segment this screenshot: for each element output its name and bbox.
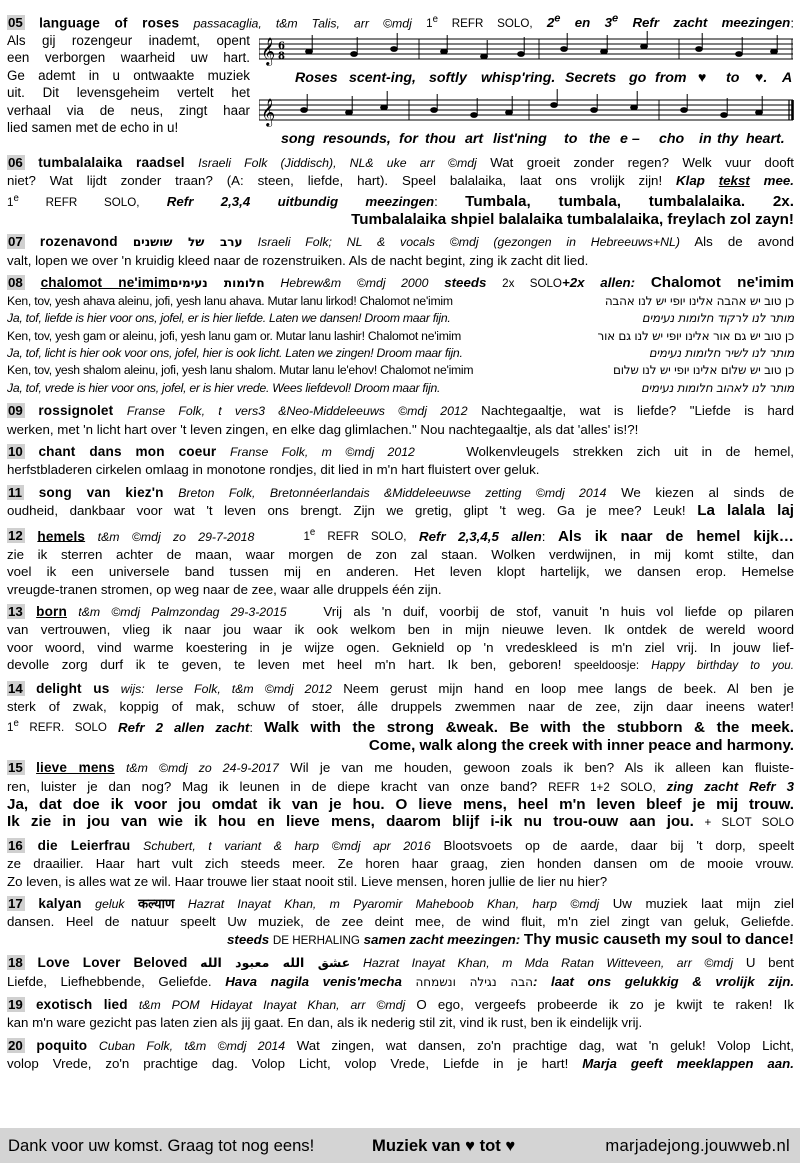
superscript: e <box>611 13 619 25</box>
entry-source: Israeli Folk (Jiddisch), NL& uke arr ©mdj <box>198 156 477 170</box>
lyric-word: in <box>699 131 712 147</box>
instruction: steeds <box>444 275 487 291</box>
lyric-word: Secrets <box>565 70 617 86</box>
entry-source: t&m ©mdj zo 24-9-2017 <box>126 761 279 776</box>
hebrew-line: מותר לנו לשיר חלומות נעימים <box>648 345 794 360</box>
text-line: Nachtegaaltje, wat is liefde? "Liefde is hard <box>481 403 795 419</box>
footer-bar <box>0 1128 800 1163</box>
superscript: e <box>13 718 19 730</box>
instruction: +2x allen: <box>561 275 636 291</box>
footer-website-link[interactable]: marjadejong.jouwweb.nl <box>605 1136 790 1155</box>
entry-title: poquito <box>36 1037 88 1053</box>
text-line: Wat zingen, wat dansen, zo'n prachtige dag, wat 'n geluk! Volop Licht, <box>296 1037 794 1053</box>
slot-solo: + SLOT SOLO <box>704 816 794 830</box>
refrain-text: Als ik naar de hemel kijk… <box>557 527 794 545</box>
text-line: oudheid, dankbaar voor wat 't leven ons brengt. Zijn we gretig, glipt 't weg. Ga je mee? Leuk! <box>7 503 686 519</box>
time-signature-icon: 6 <box>278 41 285 52</box>
refr-number: 1 <box>426 17 433 31</box>
colon: : <box>434 193 438 209</box>
entry-number: 08 <box>8 275 23 291</box>
text-line: vreugde-tranen stromen, op weg naar de zee, waar alle druppels één zijn. <box>7 581 442 597</box>
translation-line: Ja, tof, licht is hier ook voor ons, jofel, hier is ook licht. Laten we zingen! Droom maar fijn. <box>7 345 463 360</box>
text-line: uit. Dit levensgeheim vertelt het <box>7 85 250 101</box>
refrain-text: Come, walk along the creek with inner peace and harmony. <box>368 736 794 754</box>
entry-source: t&m POM Hidayat Inayat Khan, arr ©mdj <box>138 998 406 1013</box>
entry-source: geluk <box>95 897 125 912</box>
refr-and: en 3 <box>574 15 612 31</box>
refr-number: 1 <box>7 721 14 735</box>
text-line: O ego, vergeefs probeerde ik zo je kwijt te raken! Ik <box>416 997 794 1013</box>
music-notation <box>259 29 794 149</box>
entry-title: rossignolet <box>38 403 114 419</box>
entry-number: 05 <box>8 15 23 31</box>
entry-source: Hazrat Inayat Khan, m Pyaromir Maheboob Khan, harp ©mdj <box>187 897 600 912</box>
refr-instruction: Refr 2 allen zacht <box>117 719 250 735</box>
lyric-word: for <box>399 131 418 147</box>
lyric-word: the <box>589 131 611 147</box>
entry-13 <box>7 603 794 675</box>
entry-source: Breton Folk, Bretonnéerlandais &Middeleeuwse zetting ©mdj 2014 <box>178 485 607 500</box>
text-line: herfstbladeren cirkelen omlaag in monotone rondjes, dit lied in m'n hart fluistert over geluk. <box>7 462 540 478</box>
entry-number: 20 <box>8 1037 23 1053</box>
text-line: Zo leven, is alles wat ze wil. Haar trouwe lier staat nooit stil. Lieve mensen, horen jullie de lier nu hier? <box>7 873 608 889</box>
entry-title: lieve mens <box>36 760 115 776</box>
arabic-title: عشق الله معبود الله <box>200 955 351 971</box>
lyric-word: scent-ing, <box>349 70 417 86</box>
program-page <box>7 11 794 1078</box>
entry-11 <box>7 484 794 520</box>
instruction: tekst <box>718 173 750 189</box>
entry-title: tumbalalaika raadsel <box>38 155 185 170</box>
entry-number: 13 <box>8 604 23 620</box>
lyric-word: heart. <box>746 131 785 147</box>
entry-12 <box>7 525 794 598</box>
treble-clef-icon: 𝄞 <box>261 98 276 126</box>
translation-line: Ja, tof, vrede is hier voor ons, jofel, er is hier vrede. Wees liefdevol! Droom maar fijn. <box>7 380 441 395</box>
lyrics-line: Ken, tov, yesh ahava aleinu, jofi, yesh lanu ahava. Mutar lanu lirkod! Chalomot ne'imim <box>7 293 453 308</box>
lyric-word: A <box>782 70 793 86</box>
colon: : <box>790 15 795 31</box>
footer-music: Muziek van ♥ tot ♥ <box>372 1136 516 1155</box>
lyric-word: to <box>726 70 740 86</box>
text-line: Vrij als 'n duif, voorbij de stof, vanuit 'n huis vol liefde op pilaren <box>323 604 794 620</box>
refrain-text: Tumbala, tumbala, tumbalalaika. 2x. <box>465 192 794 210</box>
footer-thanks: Dank voor uw komst. Graag tot nog eens! <box>8 1136 315 1155</box>
entry-source: passacaglia, t&m Talis, arr ©mdj <box>193 16 412 31</box>
superscript: e <box>554 13 561 25</box>
notes-row-2 <box>301 89 763 117</box>
refr-instruction: zing zacht Refr 3 <box>666 778 794 794</box>
entry-source: Schubert, t variant & harp ©mdj apr 2016 <box>143 838 431 853</box>
refrain-text: Ja, dat doe ik voor jou omdat ik van je hou. O lieve mens, heel m'n leven bleef je mij trouw. <box>7 795 794 813</box>
text-line: kan m'n ware gezicht pas laten zien als jij gaat. En dan, als ik nederig stil zit, vind ik rust, ben ik eindelijk vrij. <box>7 1015 643 1031</box>
text-line: valt, lopen we over 'n kruidig kleed naar de rozenstruiken. Als de nacht begint, zing ik zacht dit lied. <box>7 252 589 268</box>
entry-10 <box>7 443 794 479</box>
lyrics-table <box>7 293 794 397</box>
heart-icon: ♥ <box>698 70 707 86</box>
text-line: Ge ademt in u ontwaakte muziek <box>7 67 250 83</box>
entry-number: 19 <box>8 997 23 1013</box>
refr-solo: REFR 1+2 SOLO, <box>548 780 656 794</box>
hebrew-line: כן טוב יש שלום אלינו יופי יש לנו שלום <box>613 363 794 378</box>
text-line: ren, luister je dan nog? Mag ik leunen in de diepe kracht van onze band? <box>7 778 538 794</box>
entry-title: Love Lover Beloved <box>37 955 188 971</box>
entry-20 <box>7 1037 794 1073</box>
text-line: Als de avond <box>694 234 794 250</box>
hebrew-line: כן טוב יש גם אור אלינו יופי יש לנו גם אור <box>597 328 794 343</box>
refr-instruction: Refr zacht meezingen <box>632 15 791 31</box>
text-line: lied samen met de echo in u! <box>7 120 179 136</box>
refr-number: 2 <box>546 15 555 31</box>
lyric-word: from <box>655 70 687 86</box>
entry-05 <box>7 11 794 149</box>
lyric-word: resounds, <box>323 131 391 147</box>
entry-number: 14 <box>8 680 23 696</box>
superscript: e <box>309 527 316 539</box>
lyric-word: thou <box>425 131 456 147</box>
lyric-word: art <box>465 131 484 147</box>
text-line: volop Vrede, zo'n prachtige dag. Volop Licht, volop Vrede, Liefde in je hart! <box>7 1056 569 1072</box>
entry-source: t&m ©mdj Palmzondag 29-3-2015 <box>78 605 287 620</box>
text-line: Neem gerust mijn hand en loop mee langs de beek. Al ben je <box>343 680 795 696</box>
devanagari-title: कल्याण <box>138 897 175 913</box>
refr-solo: REFR. SOLO <box>29 721 107 735</box>
entry-number: 07 <box>8 234 23 250</box>
entry-title: rozenavond <box>39 234 118 250</box>
refr-solo: REFR SOLO, <box>327 530 407 544</box>
entry-title: exotisch lied <box>35 997 128 1013</box>
superscript: e <box>432 14 438 26</box>
lyric-word: whisp'ring. <box>481 70 556 86</box>
instruction: Hava nagila venis'mecha <box>225 973 402 989</box>
entry-source: Cuban Folk, t&m ©mdj 2014 <box>98 1038 286 1053</box>
entry-title: kalyan <box>38 896 82 912</box>
instruction: steeds <box>227 931 270 947</box>
text-line: Uw muziek laat mijn ziel <box>612 896 795 912</box>
text-line: devolle zorg durf ik te geven, te leven met heel m'n hart. Ik ben, geboren! <box>7 657 562 673</box>
hebrew-line: מותר לנו לאהוב חלומות נעימים <box>640 380 794 395</box>
entry-15 <box>7 759 794 832</box>
hebrew-line: כן טוב יש אהבה אלינו יופי יש לנו אהבה <box>604 293 794 308</box>
lyric-word: song <box>281 131 315 147</box>
text-line: verhaal via de neus, zingt haar <box>7 102 250 118</box>
lyric-word: Roses <box>295 70 338 86</box>
text-line: Wil je van me houden, gewoon zoals ik ben? Als ik alleen kan fluiste- <box>290 760 794 776</box>
refrain-text: Walk with the strong &weak. Be with the stubborn & the meek. <box>264 718 794 736</box>
refrain-text: Thy music causeth my soul to dance! <box>523 930 794 948</box>
lyric-word: to <box>564 131 578 147</box>
entry-number: 16 <box>8 837 23 853</box>
text-line: Liefde, Liefhebbende, Geliefde. <box>7 973 212 989</box>
extra-text: Happy birthday to you. <box>651 659 794 673</box>
entry-08 <box>7 274 794 397</box>
refrain-text: Tumbalalaika shpiel balalaika tumbalalaika, freylach zol zayn! <box>351 211 794 229</box>
text-line: niet? Wat lijdt zonder traan? (A: steen, liefde, hart). Speel balalaika, laat ons vrolijk zijn! <box>7 173 663 189</box>
entry-title: hemels <box>37 528 86 544</box>
lyric-word: softly <box>429 70 467 86</box>
colon: : <box>541 528 546 544</box>
entry-number: 12 <box>8 528 23 544</box>
entry-09 <box>7 402 794 438</box>
entry-06: 06 tumbalalaika raadsel Israeli Folk (Jiddisch), NL& uke arr ©mdj Wat groeit zonder regen? Welk vuur dooft niet? Wat lijdt zonder traan? (A: steen, liefde, hart). Speel balalaika, laat ons vrolijk zijn! Klap tekst mee. 1e REFR SOLO, Refr 2,3,4 uitbundig meezingen: Tumbala, tumbala, tumbalalaika. 2x. Tumbalalaika shpiel balalaika tumbalalaika, freylach zol zayn! <box>7 155 795 229</box>
entry-source: wijs: Ierse Folk, t&m ©mdj 2012 <box>120 681 332 696</box>
time-signature-icon: 8 <box>278 51 285 62</box>
entry-source: Hebrew&m ©mdj 2000 <box>280 276 429 291</box>
entry-number: 11 <box>8 484 23 500</box>
text-line: Wolkenvleugels strekken zich uit in de hemel, <box>466 443 794 459</box>
text-line: van vertrouwen, vlieg ik naar jou waar ik ook welkom ben in mijn nieuwe leven. Ik ontdek de wereld woord <box>7 622 794 638</box>
text-line: werken, met 'n licht hart over 't leven zingen, en elke dag glimlachen." Nou nachtegaaltje, als dat 'alles' is!?! <box>7 421 639 437</box>
entry-number: 06 <box>8 155 23 170</box>
entry-19 <box>7 996 794 1032</box>
refr-instruction: Refr 2,3,4,5 allen <box>419 528 542 544</box>
lyric-word: thy <box>717 131 739 147</box>
refr-number: 1 <box>303 530 310 544</box>
text-line: Als gij rozengeur inademt, opent <box>7 33 250 48</box>
text-line: ze draailier. Haar hart vult zich steeds meer. Ze horen haar graag, zien honden dansen om de mooie vrouw. <box>7 856 794 872</box>
lyric-word: e – <box>620 131 640 147</box>
entry-title: die Leierfrau <box>37 837 131 853</box>
refrain-text: Ik zie in jou van wie ik hou en lieve mens, daarom blijf i-ik nu trou-ouw aan jou. <box>7 813 694 831</box>
lyrics-line: Ken, tov, yesh gam or aleinu, jofi, yesh lanu gam or. Mutar lanu lashir! Chalomot ne'imim <box>7 328 462 343</box>
translation-line: Ja, tof, liefde is hier voor ons, jofel, er is hier liefde. Laten we dansen! Droom maar fijn. <box>7 311 451 326</box>
lyric-word: list'ning <box>493 131 547 147</box>
refr-solo: 2x SOLO <box>502 277 562 291</box>
text-line: We kiezen al sinds de <box>621 484 794 500</box>
entry-title: song van kiez'n <box>38 484 164 500</box>
entry-number: 10 <box>8 443 23 459</box>
entry-source: t&m ©mdj zo 29-7-2018 <box>97 529 255 544</box>
lyric-word: go <box>629 70 647 86</box>
lyric-word: cho <box>659 131 685 147</box>
hebrew-title: חלומות נעימים <box>170 276 265 291</box>
entry-title: born <box>36 604 67 620</box>
entry-18 <box>7 954 794 991</box>
text-line: een verborgen waarheid uw hart. <box>7 50 250 66</box>
text-line: sterk of zwak, koppig of mak, schuw of stoer, álle druppels zwemmen naar de zee, zijn daar ineens water! <box>7 699 794 715</box>
entry-source: Franse Folk, t vers3 &Neo-Middeleeuws ©mdj 2012 <box>126 404 468 419</box>
text-line: Blootsvoets op de aarde, daar bij 't dorp, speelt <box>443 837 795 853</box>
treble-clef-icon: 𝄞 <box>261 37 276 65</box>
refr-solo: REFR SOLO, <box>45 195 140 209</box>
extra-label: speeldoosje: <box>574 659 640 673</box>
superscript: e <box>13 192 19 204</box>
instruction: : laat ons gelukkig & vrolijk zijn. <box>533 973 795 989</box>
hebrew-title: ערב של שושנים <box>132 235 243 250</box>
entry-07 <box>7 233 794 269</box>
refr-solo: REFR SOLO, <box>451 17 533 31</box>
instruction: DE HERHALING <box>272 933 360 947</box>
entry-number: 15 <box>8 760 23 776</box>
entry-title: delight us <box>36 680 110 696</box>
text-line: Wat groeit zonder regen? Welk vuur dooft <box>490 155 795 170</box>
instruction: samen zacht meezingen: <box>363 931 521 947</box>
notes-row-1 <box>306 31 778 59</box>
text-line: voel ik een universele band tussen mij en anderen. Het leven klopt hartelijk, we dansen erop. Hemelse <box>7 564 794 580</box>
entry-title: chalomot ne'imim <box>40 275 171 291</box>
instruction: Marja geeft meeklappen aan. <box>582 1056 794 1072</box>
lyrics-line: Ken, tov, yesh shalom aleinu, jofi, yesh lanu shalom. Mutar lanu le'ehov! Chalomot ne'imim <box>7 363 474 378</box>
entry-number: 09 <box>8 403 23 419</box>
hebrew-line: הבה נגילה ונשמחה <box>415 974 533 989</box>
hebrew-line: מותר לנו לרקוד חלומות נעימים <box>641 311 794 326</box>
entry-17 <box>7 895 794 949</box>
text-line: U bent <box>745 955 794 971</box>
entry-source: Israeli Folk; NL & vocals ©mdj (gezongen in Hebreeuws+NL) <box>257 235 680 250</box>
text-line: zie ik sterren achter de maan, waar morgen de zon zal staan. Wolken verdwijnen, in mij komt stilte, dan <box>7 546 794 562</box>
refrain-text: La lalala laj <box>697 502 794 520</box>
entry-title: language of roses <box>39 15 180 31</box>
entry-title: chant dans mon coeur <box>38 443 217 459</box>
entry-source: Franse Folk, m ©mdj 2012 <box>230 444 415 459</box>
entry-14 <box>7 680 794 754</box>
heart-icon: ♥. <box>755 70 768 86</box>
entry-number: 17 <box>8 896 23 912</box>
text-line: dansen. Heel de natuur speelt Uw muziek, de zee deint mee, de wind fluit, m'n ziel zingt van geluk, Geliefde. <box>7 914 794 930</box>
entry-05-description <box>7 32 250 136</box>
instruction: mee. <box>749 173 794 189</box>
entry-16 <box>7 837 794 890</box>
entry-source: Hazrat Inayat Khan, m Mda Ratan Witteveen, arr ©mdj <box>362 956 734 971</box>
entry-number: 18 <box>8 955 23 971</box>
colon: : <box>249 719 254 735</box>
instruction: Klap <box>676 173 719 189</box>
text-line: voor woord, vind warme koestering in je wijze ogen. Geknield op 'n vredeskleed is m'n ziel vrij. In jouw lief- <box>7 639 794 655</box>
refr-instruction: Refr 2,3,4 uitbundig meezingen <box>166 193 435 209</box>
refrain-text: Chalomot ne'imim <box>650 274 794 292</box>
